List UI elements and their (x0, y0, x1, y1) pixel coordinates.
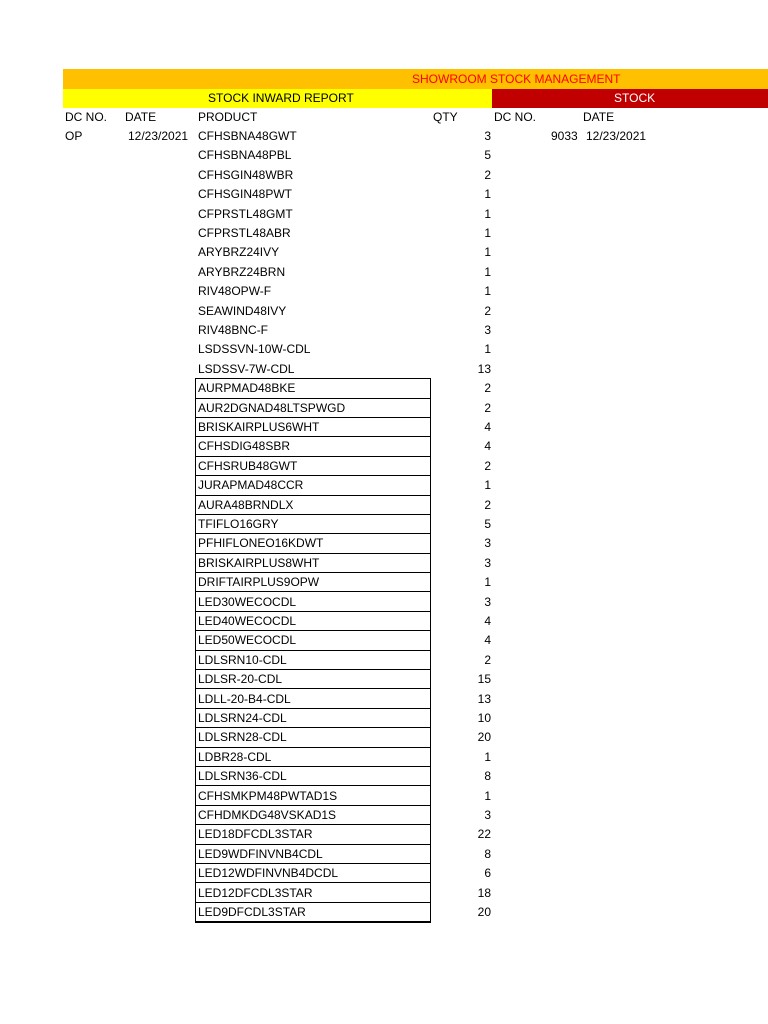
qty-cell: 5 (484, 517, 491, 531)
product-cell: CFHSMKPM48PWTAD1S (198, 788, 338, 803)
entry-dc-no: OP (65, 129, 83, 143)
qty-cell: 2 (484, 167, 491, 182)
qty-cell: 1 (484, 749, 491, 764)
qty-cell: 20 (477, 905, 491, 919)
product-cell: ARYBRZ24IVY (198, 245, 280, 260)
product-cell: LDLSR-20-CDL (198, 672, 283, 687)
qty-cell: 1 (484, 187, 491, 202)
product-cell: PFHIFLONEO16KDWT (198, 536, 324, 551)
qty-cell: 22 (477, 827, 491, 842)
qty-cell: 1 (484, 264, 491, 279)
qty-cell: 3 (484, 808, 491, 822)
stock-date: 12/23/2021 (586, 129, 647, 143)
product-cell: RIV48BNC-F (198, 323, 269, 337)
product-cell: DRIFTAIRPLUS9OPW (198, 575, 320, 590)
product-cell: LED9DFCDL3STAR (198, 905, 306, 919)
product-cell: CFHSBNA48PBL (198, 148, 292, 163)
product-cell: TFIFLO16GRY (198, 517, 279, 531)
product-cell: LDBR28-CDL (198, 749, 272, 764)
qty-cell: 2 (484, 458, 491, 473)
qty-cell: 4 (484, 614, 491, 628)
qty-cell: 3 (484, 536, 491, 551)
product-cell: LSDSSV-7W-CDL (198, 361, 295, 376)
product-cell: LDLSRN36-CDL (198, 769, 287, 784)
qty-cell: 2 (484, 497, 491, 512)
product-cell: LDLL-20-B4-CDL (198, 691, 291, 706)
qty-cell: 20 (477, 730, 491, 745)
qty-cell: 1 (484, 788, 491, 803)
qty-cell: 18 (477, 885, 491, 900)
product-cell: LSDSSVN-10W-CDL (198, 342, 311, 357)
qty-cell: 3 (484, 323, 491, 337)
product-cell: AUR2DGNAD48LTSPWGD (198, 400, 346, 415)
qty-cell: 1 (484, 206, 491, 221)
qty-cell: 8 (484, 846, 491, 861)
stock-dc-no: 9033 (551, 129, 578, 143)
qty-cell: 2 (484, 400, 491, 415)
product-cell: LDLSRN24-CDL (198, 711, 287, 725)
product-cell: LDLSRN28-CDL (198, 730, 287, 745)
product-cell: CFPRSTL48ABR (198, 226, 291, 240)
qty-cell: 1 (484, 575, 491, 590)
product-cell: CFHSDIG48SBR (198, 439, 291, 454)
product-cell: JURAPMAD48CCR (198, 478, 304, 493)
product-cell: BRISKAIRPLUS6WHT (198, 420, 320, 434)
qty-cell: 15 (477, 672, 491, 687)
product-cell: CFHDMKDG48VSKAD1S (198, 808, 337, 822)
product-cell: BRISKAIRPLUS8WHT (198, 555, 320, 570)
product-cell: AURPMAD48BKE (198, 381, 296, 396)
product-cell: LED50WECOCDL (198, 633, 297, 648)
qty-cell: 13 (477, 691, 491, 706)
col-header-date: DATE (125, 110, 157, 124)
qty-cell: 3 (484, 555, 491, 570)
col-header-dc-no: DC NO. (65, 110, 107, 124)
product-cell: LED12WDFINVNB4DCDL (198, 866, 339, 881)
qty-cell: 10 (477, 711, 491, 725)
qty-cell: 2 (484, 652, 491, 667)
qty-cell: 6 (484, 866, 491, 881)
qty-cell: 13 (477, 361, 491, 376)
qty-cell: 1 (484, 342, 491, 357)
qty-cell: 2 (484, 303, 491, 318)
sheet-title: SHOWROOM STOCK MANAGEMENT (412, 72, 621, 86)
product-cell: CFHSGIN48PWT (198, 187, 293, 202)
product-cell: LED9WDFINVNB4CDL (198, 846, 323, 861)
product-cell: AURA48BRNDLX (198, 497, 294, 512)
col-header-product: PRODUCT (198, 110, 258, 124)
product-cell: CFHSBNA48GWT (198, 129, 297, 143)
product-cell: LDLSRN10-CDL (198, 652, 287, 667)
product-cell: RIV48OPW-F (198, 284, 272, 299)
qty-cell: 5 (484, 148, 491, 163)
product-cell: ARYBRZ24BRN (198, 264, 286, 279)
col-header-stock-dc-no: DC NO. (494, 110, 536, 124)
product-cell: CFHSRUB48GWT (198, 458, 298, 473)
qty-cell: 4 (484, 439, 491, 454)
qty-cell: 1 (484, 226, 491, 240)
product-cell: LED40WECOCDL (198, 614, 297, 628)
product-cell: CFPRSTL48GMT (198, 206, 293, 221)
qty-cell: 1 (484, 478, 491, 493)
stock-title: STOCK (614, 91, 656, 105)
qty-cell: 2 (484, 381, 491, 396)
qty-cell: 4 (484, 420, 491, 434)
qty-cell: 8 (484, 769, 491, 784)
product-cell: LED18DFCDL3STAR (198, 827, 313, 842)
qty-cell: 3 (484, 129, 491, 143)
product-cell: CFHSGIN48WBR (198, 167, 294, 182)
qty-cell: 1 (484, 245, 491, 260)
col-header-qty: QTY (433, 110, 458, 124)
col-header-stock-date: DATE (583, 110, 615, 124)
entry-date: 12/23/2021 (128, 129, 189, 143)
qty-cell: 4 (484, 633, 491, 648)
qty-cell: 3 (484, 594, 491, 609)
product-cell: LED30WECOCDL (198, 594, 297, 609)
inward-report-title: STOCK INWARD REPORT (208, 91, 354, 105)
product-cell: SEAWIND48IVY (198, 303, 287, 318)
qty-cell: 1 (484, 284, 491, 299)
product-cell: LED12DFCDL3STAR (198, 885, 313, 900)
